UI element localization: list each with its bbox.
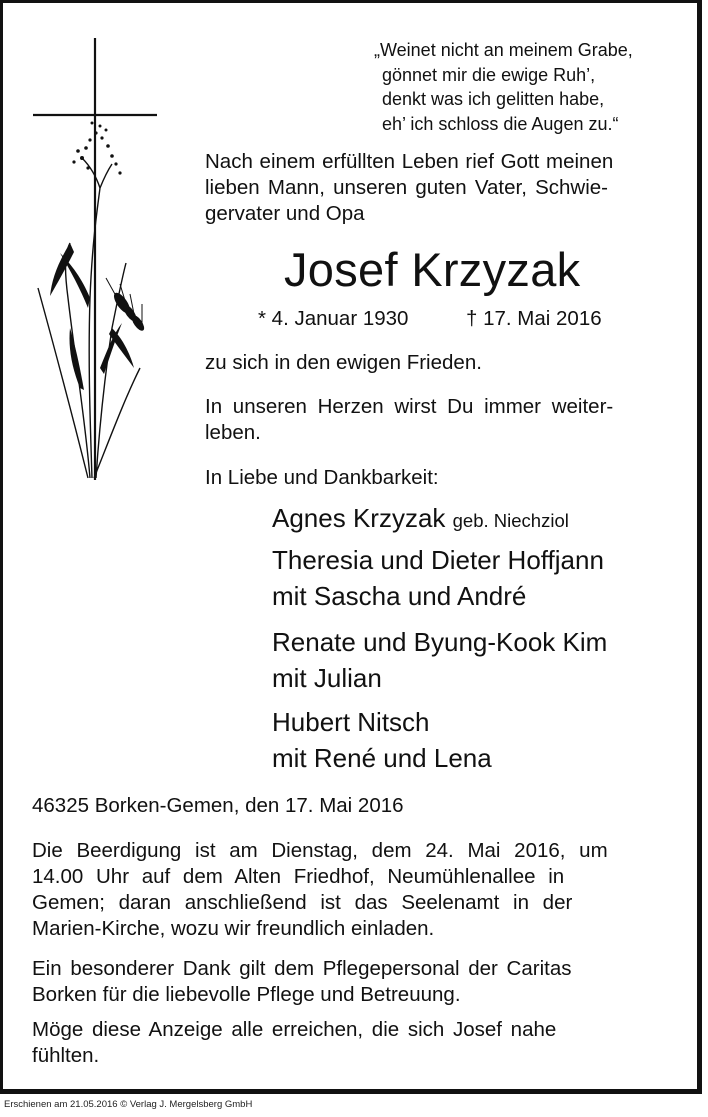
family-children: mit Julian	[272, 663, 382, 693]
family-children: mit Sascha und André	[272, 581, 527, 611]
family-name: Renate und Byung-Kook Kim	[272, 627, 608, 657]
poem-line: „Weinet nicht an meinem Grabe,	[374, 40, 633, 60]
funeral-line: Marien-Kirche, wozu wir freundlich einladen.	[32, 917, 435, 940]
funeral-line: Gemen; daran anschließend ist das Seelenamt in der	[32, 891, 573, 914]
maiden-name: geb. Niechziol	[452, 510, 569, 531]
closing-text	[32, 1017, 556, 1069]
hearts-text	[205, 394, 613, 446]
place-date: 46325 Borken-Gemen, den 17. Mai 2016	[32, 794, 404, 817]
closing-line: fühlten.	[32, 1044, 100, 1067]
family-entry	[272, 624, 607, 696]
family-name: Agnes Krzyzak	[272, 503, 446, 533]
hearts-line: leben.	[205, 421, 261, 444]
death-date: † 17. Mai 2016	[466, 307, 602, 330]
peace-text: zu sich in den ewigen Frieden.	[205, 351, 482, 374]
funeral-text	[32, 838, 677, 942]
thanks-line: Ein besonderer Dank gilt dem Pflegepersonal der Caritas	[32, 957, 572, 980]
poem-line: eh’ ich schloss die Augen zu.“	[382, 113, 619, 134]
cross-grass-ornament	[30, 38, 170, 488]
thanks-text	[32, 956, 571, 1008]
funeral-line: 14.00 Uhr auf dem Alten Friedhof, Neumühlenallee in	[32, 865, 565, 888]
family-children: mit René und Lena	[272, 743, 492, 773]
family-entry	[272, 542, 604, 614]
funeral-line: Die Beerdigung ist am Dienstag, dem 24. Mai 2016, um	[32, 839, 608, 862]
family-entry	[272, 704, 492, 776]
thanks-line: Borken für die liebevolle Pflege und Betreuung.	[32, 983, 461, 1006]
gratitude-text: In Liebe und Dankbarkeit:	[205, 466, 439, 489]
publication-footer: Erschienen am 21.05.2016 © Verlag J. Mergelsberg GmbH	[4, 1099, 253, 1110]
poem-line: denkt was ich gelitten habe,	[382, 89, 605, 109]
birth-date: * 4. Januar 1930	[258, 307, 409, 330]
poem-line: gönnet mir die ewige Ruh’,	[382, 64, 596, 85]
intro-text	[205, 149, 675, 227]
family-entry	[272, 500, 569, 539]
intro-line: Nach einem erfüllten Leben rief Gott meinen	[205, 150, 614, 173]
intro-line: lieben Mann, unseren guten Vater, Schwie-	[205, 176, 609, 199]
family-name: Hubert Nitsch	[272, 707, 430, 737]
poem	[374, 38, 633, 136]
closing-line: Möge diese Anzeige alle erreichen, die sich Josef nahe	[32, 1018, 557, 1041]
intro-line: gervater und Opa	[205, 202, 365, 225]
deceased-name: Josef Krzyzak	[284, 243, 581, 296]
family-name: Theresia und Dieter Hoffjann	[272, 545, 604, 575]
hearts-line: In unseren Herzen wirst Du immer weiter-	[205, 395, 614, 418]
